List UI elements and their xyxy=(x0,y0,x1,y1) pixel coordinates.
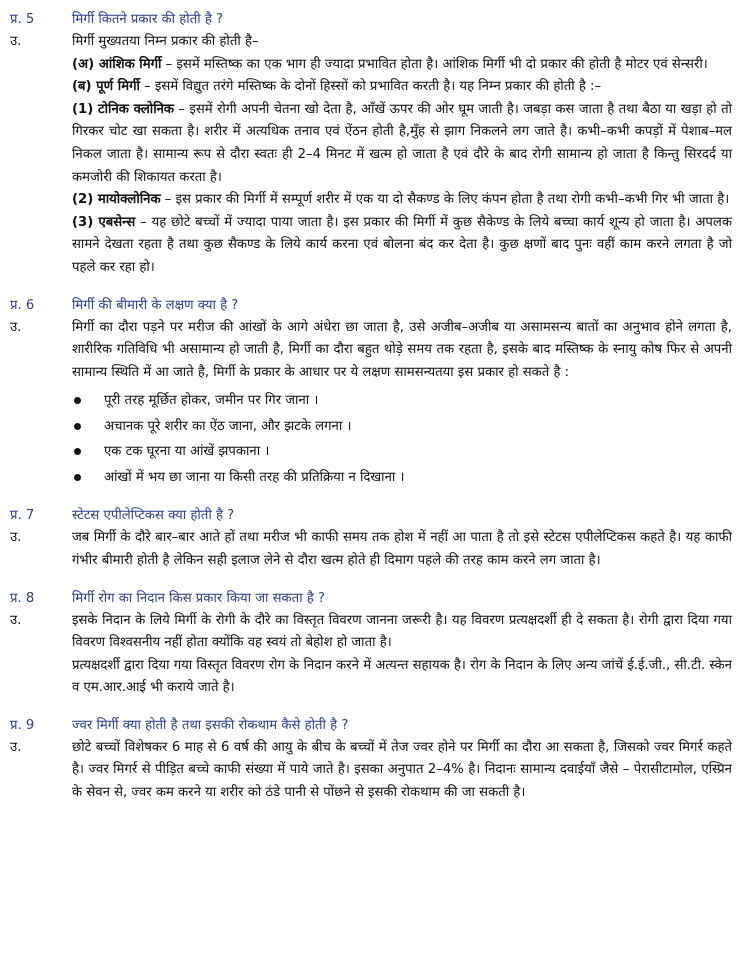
bullet-icon xyxy=(74,423,81,430)
answer-paragraph xyxy=(72,76,732,99)
document-page xyxy=(10,9,732,820)
answer-paragraph xyxy=(72,655,732,700)
qa-block-6 xyxy=(10,295,732,491)
answer-label: उ. xyxy=(10,530,22,546)
paragraph-text: जब मिर्गी के दौरे बार–बार आते हों तथा मरीज भी काफी समय तक होश में नहीं आ पाता है तो इसे स्टेटस एपीलेप्टिकस कहते है। यह काफी गंभीर बीमारी होती है लेकिन सही इलाज लेने से दौरा खत्म होते ही दिमाग पहले की तरह काम करने लग जाता है। xyxy=(72,530,732,568)
answer-paragraph xyxy=(72,212,732,280)
list-item xyxy=(72,388,732,414)
bullet-icon xyxy=(74,474,81,481)
term-label: (अ) आंशिक मिर्गी xyxy=(72,56,162,72)
answer-label: उ. xyxy=(10,612,22,628)
paragraph-text: – इसमें विद्युत तरंगे मस्तिष्क के दोनों हिस्सों को प्रभावित करती है। यह निम्न प्रकार की होती है :– xyxy=(139,79,602,95)
paragraph-text: – इसमें रोगी अपनी चेतना खो देता है, आँखें ऊपर की ओर घूम जाती है। जबड़ा कस जाता है तथा बैठा या खड़ा हो तो गिरकर चोट खा सकता है। शरीर में अत्यधिक तनाव एवं ऐंठन होती है,मुँह से झाग निकलने लग जाते है। कभी–कभी कपड़ों में पेशाब–मल निकल जाता है। सामान्य रूप से दौरा स्वतः ही 2–4 मिनट में खत्म हो जाता है एवं दौरे के बाद रोगी सामान्य हो जाता है किन्तु सिरदर्द या कमजोरी की शिकायत करता है। xyxy=(72,101,733,185)
qa-block-9 xyxy=(10,715,732,805)
answer-paragraph xyxy=(72,610,732,655)
answer-paragraph xyxy=(72,54,732,77)
list-item-text: आंखों में भय छा जाना या किसी तरह की प्रतिक्रिया न दिखाना । xyxy=(104,469,405,485)
paragraph-text: प्रत्यक्षदर्शी द्वारा दिया गया विस्तृत विवरण रोग के निदान करने में अत्यन्त सहायक है। रोग के निदान के लिए अन्य जांचें ई.ई.जी., सी.टी. स्केन व एम.आर.आई भी कराये जाते है। xyxy=(72,657,732,696)
list-item-text: एक टक घूरना या आंखें झपकाना । xyxy=(104,444,270,460)
qa-block-8 xyxy=(10,588,732,700)
answer-label: उ. xyxy=(10,34,22,49)
paragraph-text: – इसमें मस्तिष्क का एक भाग ही ज्यादा प्रभावित होता है। आंशिक मिर्गी भी दो प्रकार की होती है मोटर एवं सेन्सरी। xyxy=(161,56,708,72)
term-label: (1) टोनिक क्लोनिक xyxy=(72,101,175,117)
answer-label: उ. xyxy=(10,739,22,755)
answer-paragraph xyxy=(72,189,732,212)
answer-label: उ. xyxy=(10,319,22,335)
term-label: (2) मायोक्लोनिक xyxy=(72,192,161,208)
symptom-list xyxy=(72,388,732,490)
paragraph-text: छोटे बच्चों विशेषकर 6 माह से 6 वर्ष की आयु के बीच के बच्चों में तेज ज्वर होने पर मिर्गी का दौरा आ सकता है, जिसको ज्वर मिगर्र कहते है। ज्वर मिगर्र से पीड़ित बच्चे काफी संख्या में पाये जाते है। इसका अनुपात 2–4% है। निदानः सामान्य दवाईयाँ जैसे – पेरासीटामोल, एस्प्रिन के सेवन से, ज्वर कम करने या शरीर को ठंडे पानी से पोंछने से इसकी रोकथाम की जा सकती है। xyxy=(72,739,732,801)
answer-paragraph xyxy=(72,99,732,189)
answer-paragraph xyxy=(72,31,732,54)
question-number: प्र. 6 xyxy=(10,297,35,313)
question-number: प्र. 5 xyxy=(10,12,35,27)
question-number: प्र. 8 xyxy=(10,590,35,606)
bullet-icon xyxy=(74,448,81,455)
question-text: ज्वर मिर्गी क्या होती है तथा इसकी रोकथाम कैसे होती है ? xyxy=(72,717,349,733)
answer-paragraph xyxy=(72,527,732,572)
qa-block-7 xyxy=(10,505,732,572)
bullet-icon xyxy=(74,397,81,404)
list-item xyxy=(72,439,732,465)
paragraph-text: – यह छोटे बच्चों में ज्यादा पाया जाता है। इस प्रकार की मिर्गी में कुछ सैकेण्ड के लिये बच्चा कार्य शून्य हो जाता है। अपलक सामने देखता रहता है तथा कुछ सैकण्ड के लिये कार्य करना एवं बोलना बंद कर देता है। कुछ क्षणों बाद पुनः वहीं काम करने लगता है जो पहले कर रहा हो। xyxy=(72,214,732,275)
question-number: प्र. 7 xyxy=(10,508,35,524)
answer-paragraph xyxy=(72,737,732,805)
list-item-text: अचानक पूरे शरीर का ऐंठ जाना, और झटके लगना । xyxy=(104,418,352,434)
question-text: स्टेटस एपीलेप्टिकस क्या होती है ? xyxy=(72,508,235,524)
paragraph-text: – इस प्रकार की मिर्गी में सम्पूर्ण शरीर में एक या दो सैकण्ड के लिए कंपन होता है तथा रोगी कभी–कभी गिर भी जाता है। xyxy=(160,192,730,208)
question-text: मिर्गी रोग का निदान किस प्रकार किया जा सकता है ? xyxy=(72,590,325,606)
qa-block-5 xyxy=(10,9,732,280)
question-text: मिर्गी की बीमारी के लक्षण क्या है ? xyxy=(72,297,239,313)
answer-paragraph xyxy=(72,317,732,385)
question-text: मिर्गी कितने प्रकार की होती है ? xyxy=(72,12,224,27)
paragraph-text: मिर्गी मुख्यतया निम्न प्रकार की होती है– xyxy=(72,34,259,49)
term-label: (3) एबसेन्स xyxy=(72,214,136,230)
paragraph-text: मिर्गी का दौरा पड़ने पर मरीज की आंखों के आगे अंधेरा छा जाता है, उसे अजीब–अजीब या असामसन्य बातों का अनुभाव होने लगता है, शारीरिक गतिविधि भी असामान्य हो जाती है, मिर्गी का दौरा बहुत थोड़े समय तक रहता है, इसके बाद मस्तिष्क के स्नायु कोष फिर से अपनी सामान्य स्थिति में आ जाते है, मिर्गी के प्रकार के आधार पर ये लक्षण सामसन्यतया इस प्रकार हो सकते है : xyxy=(72,319,732,380)
question-number: प्र. 9 xyxy=(10,717,35,733)
list-item-text: पूरी तरह मूर्छित होकर, जमीन पर गिर जाना । xyxy=(104,393,319,409)
list-item xyxy=(72,414,732,440)
term-label: (ब) पूर्ण मिर्गी xyxy=(72,79,140,95)
list-item xyxy=(72,465,732,491)
paragraph-text: इसके निदान के लिये मिर्गी के रोगी के दौरे का विस्तृत विवरण जानना जरूरी है। यह विवरण प्रत्यक्षदर्शी ही दे सकता है। रोगी द्वारा दिया गया विवरण विश्वसनीय नहीं होता क्योंकि वह स्वयं तो बेहोश हो जाता है। xyxy=(72,612,732,651)
